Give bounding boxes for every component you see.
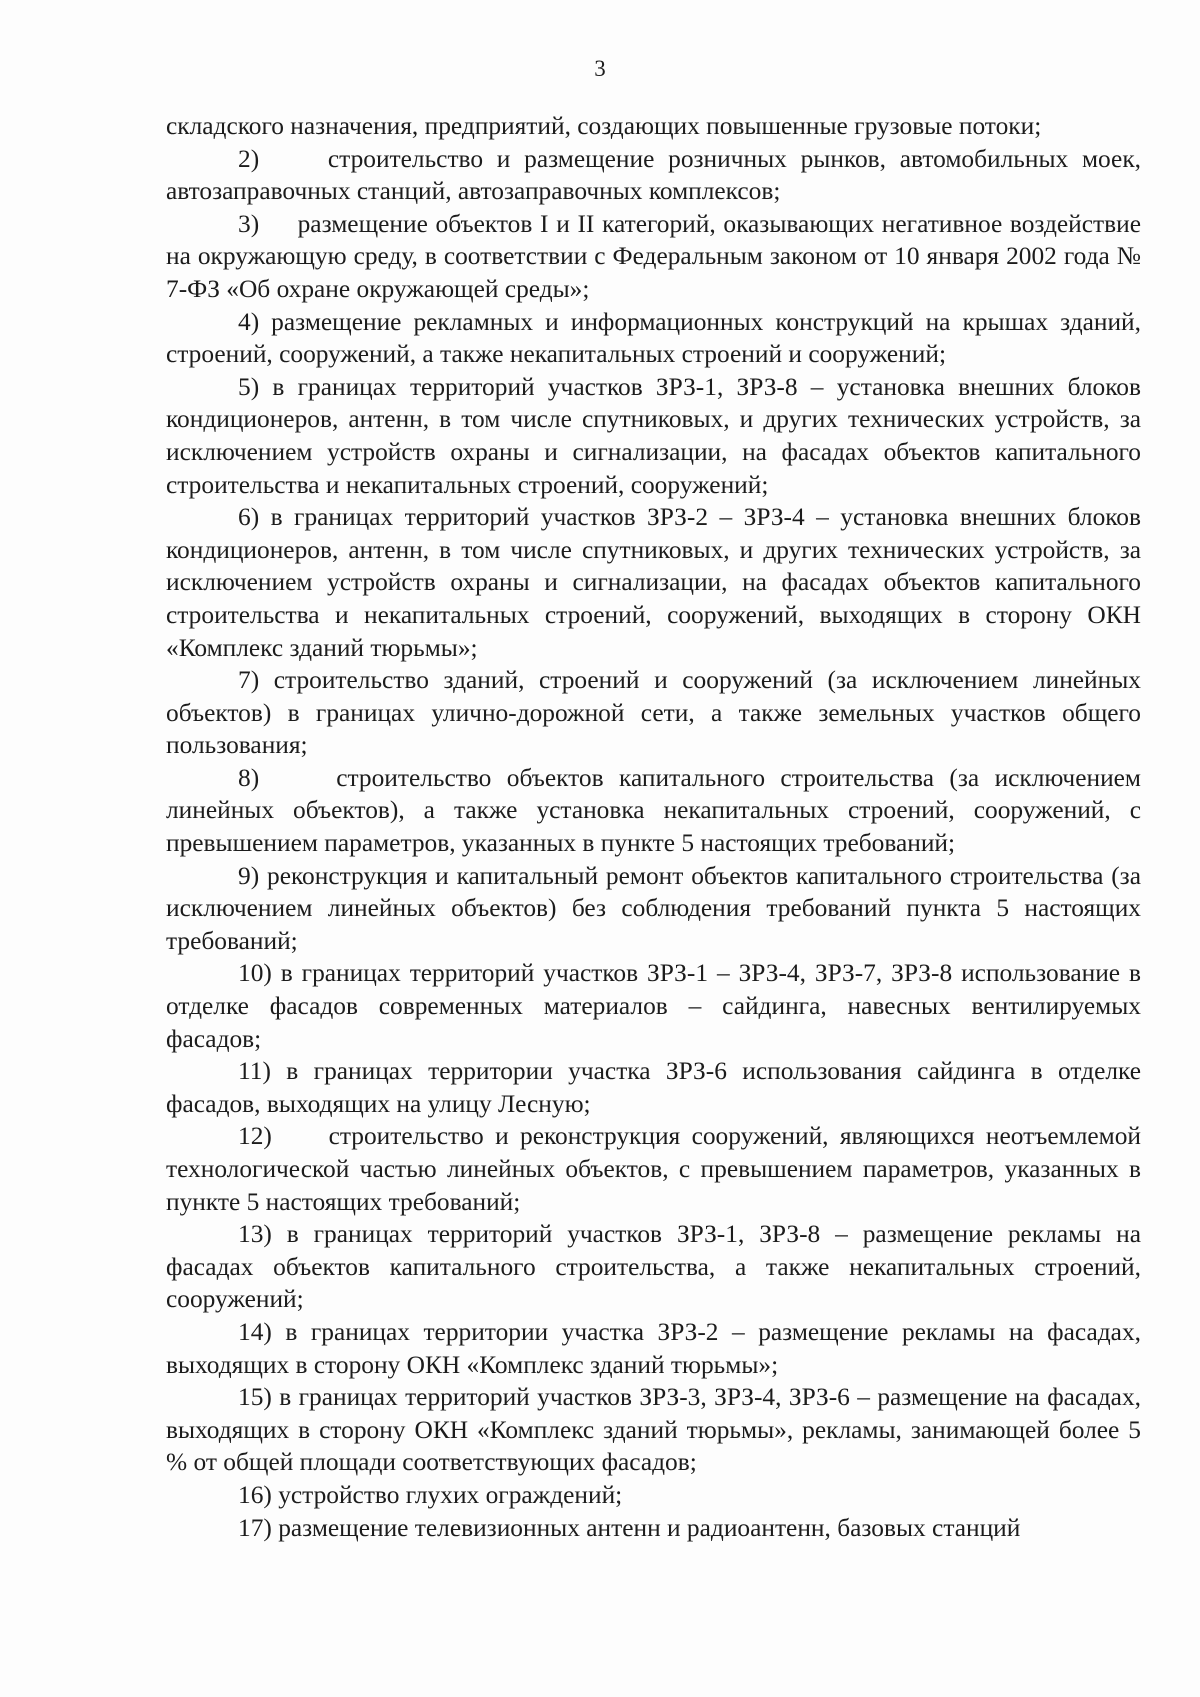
list-item-16: 16) устройство глухих ограждений; [238, 1480, 623, 1509]
list-item-15: 15) в границах территорий участков ЗРЗ-3, ЗРЗ-4, ЗРЗ-6 – размещение на фасадах, выходящих в сторону ОКН «Комплекс зданий тюрьмы», рекламы, занимающей более 5 % от общей площади соответствующих фасадов; [166, 1383, 1141, 1477]
page-number: 3 [594, 56, 606, 81]
list-item-17: 17) размещение телевизионных антенн и радиоантенн, базовых станций [238, 1513, 1021, 1542]
list-item-13: 13) в границах территорий участков ЗРЗ-1, ЗРЗ-8 – размещение рекламы на фасадах объектов капитального строительства, а также некапитальных строений, сооружений; [166, 1220, 1141, 1314]
document-body [166, 110, 1141, 1544]
list-item-7: 7) строительство зданий, строений и сооружений (за исключением линейных объектов) в границах улично-дорожной сети, а также земельных участков общего пользования; [166, 666, 1141, 760]
list-item-12: 12) строительство и реконструкция сооружений, являющихся неотъемлемой технологической частью линейных объектов, с превышением параметров, указанных в пункте 5 настоящих требований; [166, 1122, 1141, 1216]
list-item-6: 6) в границах территорий участков ЗРЗ-2 – ЗРЗ-4 – установка внешних блоков кондиционеров, антенн, в том числе спутниковых, и других технических устройств, за исключением устройств охраны и сигнализации, на фасадах объектов капитального строительства и некапитальных строений, сооружений, выходящих в сторону ОКН «Комплекс зданий тюрьмы»; [166, 503, 1141, 662]
list-item-8: 8) строительство объектов капитального строительства (за исключением линейных объектов), а также установка некапитальных строений, сооружений, с превышением параметров, указанных в пункте 5 настоящих требований; [166, 763, 1141, 858]
list-item-2: 2) строительство и размещение розничных рынков, автомобильных моек, автозаправочных станций, автозаправочных комплексов; [166, 144, 1141, 206]
list-item-10: 10) в границах территорий участков ЗРЗ-1 – ЗРЗ-4, ЗРЗ-7, ЗРЗ-8 использование в отделке фасадов современных материалов – сайдинга, навесных вентилируемых фасадов; [166, 959, 1141, 1053]
list-item-14: 14) в границах территории участка ЗРЗ-2 – размещение рекламы на фасадах, выходящих в сторону ОКН «Комплекс зданий тюрьмы»; [166, 1317, 1141, 1379]
list-item-11: 11) в границах территории участка ЗРЗ-6 использования сайдинга в отделке фасадов, выходящих на улицу Лесную; [166, 1057, 1141, 1118]
list-item-5: 5) в границах территорий участков ЗРЗ-1, ЗРЗ-8 – установка внешних блоков кондиционеров, антенн, в том числе спутниковых, и других технических устройств, за исключением устройств охраны и сигнализации, на фасадах объектов капитального строительства и некапитальных строений, сооружений; [166, 372, 1141, 499]
list-item-9: 9) реконструкция и капитальный ремонт объектов капитального строительства (за исключением линейных объектов) без соблюдения требований пункта 5 настоящих требований; [166, 861, 1141, 955]
paragraph-continuation: складского назначения, предприятий, создающих повышенные грузовые потоки; [166, 112, 1042, 140]
list-item-4: 4) размещение рекламных и информационных конструкций на крышах зданий, строений, сооружений, а также некапитальных строений и сооружений; [166, 307, 1141, 369]
list-item-3: 3) размещение объектов I и II категорий, оказывающих негативное воздействие на окружающую среду, в соответствии с Федеральным законом от 10 января 2002 года № 7-ФЗ «Об охране окружающей среды»; [166, 209, 1141, 303]
